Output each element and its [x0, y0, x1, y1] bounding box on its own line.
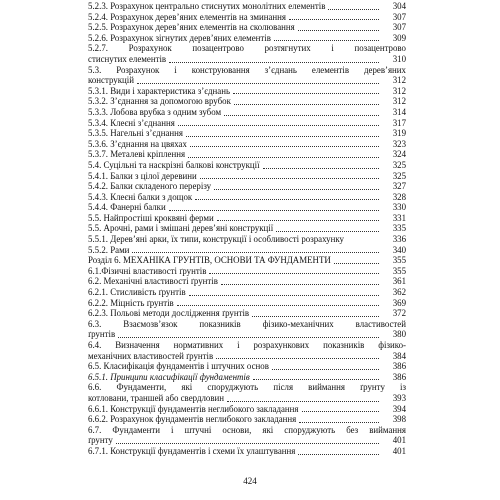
dot-leader [289, 19, 379, 20]
toc-entry [88, 12, 406, 23]
dot-leader [334, 263, 379, 264]
toc-entry [88, 22, 406, 33]
toc-entry-title: 6.6.1. Конструкції фундаментів неглибокого закладання [88, 403, 299, 414]
toc-entry-title-line2: механічних властивостей ґрунтів [88, 350, 214, 361]
toc-entry-page: 324 [392, 149, 406, 160]
toc-entry-title: 5.4.1. Балки з цілої деревини [88, 170, 197, 181]
toc-entry [88, 107, 406, 118]
dot-leader [116, 443, 379, 444]
dot-leader [227, 401, 379, 402]
page-number: 424 [243, 476, 257, 486]
toc-entry-page: 323 [392, 138, 406, 149]
toc-entry-page: 393 [392, 392, 406, 403]
table-of-contents [88, 1, 406, 457]
toc-entry-page: 386 [392, 371, 406, 382]
toc-entry-title-line2: стиснутих елементів [88, 53, 167, 64]
toc-entry-title: 5.5. Найпростіші кроквяні ферми [88, 212, 214, 223]
toc-entry [88, 276, 406, 287]
toc-entry-title-line1: 6.7. Фундаменти і штучні основи, які споруджують без виймання [88, 424, 406, 435]
toc-entry-title: 6.5.1. Принципи класифікації фундаментів [88, 371, 250, 382]
dot-leader [169, 210, 379, 211]
toc-entry [88, 223, 406, 234]
toc-entry [88, 298, 406, 309]
toc-entry-title-line2: котловани, траншей або свердловин [88, 392, 225, 403]
dot-leader [253, 379, 379, 380]
toc-entry-title: 5.4. Суцільні та наскрізні балкові конструкції [88, 159, 260, 170]
toc-entry [88, 86, 406, 97]
toc-entry [88, 171, 406, 182]
dot-leader [209, 273, 379, 274]
dot-leader [272, 369, 379, 370]
toc-entry-title: 6.2.3. Польові методи дослідження ґрунтів [88, 308, 250, 319]
toc-entry-page: 312 [392, 96, 406, 107]
toc-entry-page: 304 [392, 1, 406, 11]
toc-entry-page: 319 [392, 128, 406, 139]
toc-entry-page: 331 [392, 212, 406, 223]
dot-leader [302, 411, 379, 412]
dot-leader [177, 305, 379, 306]
dot-leader [233, 93, 379, 94]
toc-entry-title: 6.2.2. Міцність ґрунтів [88, 297, 174, 308]
dot-leader [298, 30, 379, 31]
toc-entry-page: 314 [392, 106, 406, 117]
dot-leader [137, 83, 379, 84]
toc-entry [88, 118, 406, 129]
dot-leader [118, 337, 379, 338]
toc-entry [88, 340, 406, 361]
toc-entry [88, 96, 406, 107]
toc-entry [88, 33, 406, 44]
toc-entry-title: 6.2. Механічні властивості ґрунтів [88, 276, 218, 287]
toc-entry [88, 181, 406, 192]
toc-entry [88, 139, 406, 150]
toc-entry-title: 6.5. Класифікація фундаментів і штучних основ [88, 361, 269, 372]
toc-entry-page: 398 [392, 414, 406, 425]
toc-entry-title-line2: конструкцій [88, 75, 135, 86]
toc-entry-title: 6.6.2. Розрахунок фундаментів неглибокого закладання [88, 414, 297, 425]
dot-leader [328, 9, 379, 10]
toc-entry-page: 328 [392, 191, 406, 202]
toc-entry-title-line1: 6.3. Взаємозв’язок показників фізико-механічних властивостей [88, 318, 406, 329]
toc-entry-title: 5.2.3. Розрахунок центрально стиснутих монолітних елементів [88, 1, 326, 11]
toc-entry-page: 309 [392, 32, 406, 43]
toc-entry [88, 234, 406, 245]
toc-entry-title: 5.4.4. Фанерні балки [88, 202, 166, 213]
dot-leader [224, 115, 379, 116]
toc-entry [88, 149, 406, 160]
dot-leader [214, 189, 379, 190]
toc-entry [88, 372, 406, 383]
toc-entry [88, 202, 406, 213]
dot-leader [299, 422, 379, 423]
toc-entry [88, 266, 406, 277]
dot-leader [298, 454, 379, 455]
toc-entry-page: 327 [392, 181, 406, 192]
dot-leader [263, 168, 379, 169]
toc-entry-title: 5.2.5. Розрахунок дерев’яних елементів на сколювання [88, 22, 295, 33]
toc-entry [88, 255, 406, 266]
toc-entry-page: 394 [392, 403, 406, 414]
toc-entry [88, 414, 406, 425]
dot-leader [216, 358, 379, 359]
toc-entry-title-line1: 5.2.7. Розрахунок позацентрово розтягнутих і позацентрово [88, 43, 406, 54]
toc-entry-title-line2: ґрунту [88, 435, 113, 446]
toc-entry-title: 5.5.1. Дерев’яні арки, їх типи, конструкції і особливості розрахунку [88, 234, 344, 245]
toc-entry [88, 213, 406, 224]
toc-entry [88, 43, 406, 64]
toc-entry-title: Розділ 6. МЕХАНІКА ГРУНТІВ, ОСНОВИ ТА ФУНДАМЕНТИ [88, 255, 331, 266]
toc-entry-title-line1: 6.6. Фундаменти, які споруджують після виймання ґрунту із [88, 382, 406, 393]
toc-entry-title: 5.4.3. Клеєні балки з дощок [88, 191, 193, 202]
toc-entry [88, 308, 406, 319]
toc-entry-page: 325 [392, 170, 406, 181]
toc-entry-page: 312 [392, 75, 406, 86]
toc-entry-title: 5.5. Арочні, рами і змішані дерев’яні конструкції [88, 223, 274, 234]
toc-entry-title: 5.5.2. Рами [88, 244, 130, 255]
toc-entry-page: 336 [392, 234, 406, 245]
dot-leader [195, 199, 379, 200]
toc-entry [88, 446, 406, 457]
dot-leader [234, 104, 379, 105]
toc-entry-page: 310 [392, 53, 406, 64]
toc-entry [88, 319, 406, 340]
toc-entry-page: 312 [392, 85, 406, 96]
dot-leader [252, 316, 379, 317]
dot-leader [200, 178, 379, 179]
toc-entry [88, 1, 406, 12]
toc-entry-page: 401 [392, 445, 406, 456]
toc-entry-title-line1: 5.3. Розрахунок і конструювання з’єднань елементів дерев’яних [88, 64, 406, 75]
toc-entry-page: 307 [392, 11, 406, 22]
toc-entry [88, 65, 406, 86]
dot-leader [274, 40, 379, 41]
dot-leader [178, 125, 379, 126]
dot-leader [217, 220, 379, 221]
toc-entry-page: 330 [392, 202, 406, 213]
toc-entry-page: 361 [392, 276, 406, 287]
toc-entry-title: 5.3.2. З’єднання за допомогою врубок [88, 96, 231, 107]
toc-entry-page: 325 [392, 159, 406, 170]
toc-entry-page: 386 [392, 361, 406, 372]
toc-entry-page: 401 [392, 435, 406, 446]
toc-entry-title: 5.3.4. Клеєні з’єднання [88, 117, 175, 128]
dot-leader [190, 146, 379, 147]
toc-entry-page: 369 [392, 297, 406, 308]
toc-entry-title: 5.2.4. Розрахунок дерев’яних елементів на зминання [88, 11, 286, 22]
toc-entry-page: 340 [392, 244, 406, 255]
toc-entry-title: 5.2.6. Розрахунок зігнутих дерев’яних елементів [88, 32, 271, 43]
dot-leader [169, 62, 379, 63]
toc-entry-title: 5.3.6. З’єднання на цвяхах [88, 138, 187, 149]
dot-leader [188, 157, 379, 158]
toc-entry-title-line1: 6.4. Визначення нормативних і розрахункових показників фізико- [88, 340, 406, 350]
toc-entry-title: 5.4.2. Балки складеного перерізу [88, 181, 212, 192]
toc-entry-page: 384 [392, 350, 406, 361]
dot-leader [132, 252, 379, 253]
dot-leader [186, 136, 379, 137]
toc-entry-title: 5.3.3. Лобова врубка з одним зубом [88, 106, 222, 117]
toc-entry-page: 380 [392, 329, 406, 340]
toc-entry [88, 287, 406, 298]
toc-entry [88, 361, 406, 372]
toc-entry-page: 355 [392, 265, 406, 276]
toc-entry-title: 5.3.1. Види і характеристика з’єднань [88, 85, 231, 96]
toc-entry-title-line2: ґрунтів [88, 329, 116, 340]
toc-entry [88, 404, 406, 415]
dot-leader [189, 295, 379, 296]
toc-entry [88, 160, 406, 171]
toc-entry-page: 355 [392, 255, 406, 266]
toc-entry-page: 372 [392, 308, 406, 319]
toc-entry [88, 382, 406, 403]
toc-entry-title: 5.3.5. Нагельні з’єднання [88, 128, 183, 139]
toc-entry [88, 425, 406, 446]
toc-entry [88, 128, 406, 139]
toc-entry-title: 6.2.1. Стисливість ґрунтів [88, 287, 186, 298]
toc-entry-title: 6.1.Фізичні властивості ґрунтів [88, 265, 207, 276]
toc-entry-page: 317 [392, 117, 406, 128]
toc-entry-page: 362 [392, 287, 406, 298]
dot-leader [221, 284, 379, 285]
toc-entry-page: 307 [392, 22, 406, 33]
toc-entry-title: 5.3.7. Металеві кріплення [88, 149, 186, 160]
toc-entry-title: 6.7.1. Конструкції фундаментів і схеми їх улаштування [88, 445, 296, 456]
toc-entry [88, 192, 406, 203]
dot-leader [276, 231, 379, 232]
toc-entry-page: 335 [392, 223, 406, 234]
toc-entry [88, 245, 406, 256]
